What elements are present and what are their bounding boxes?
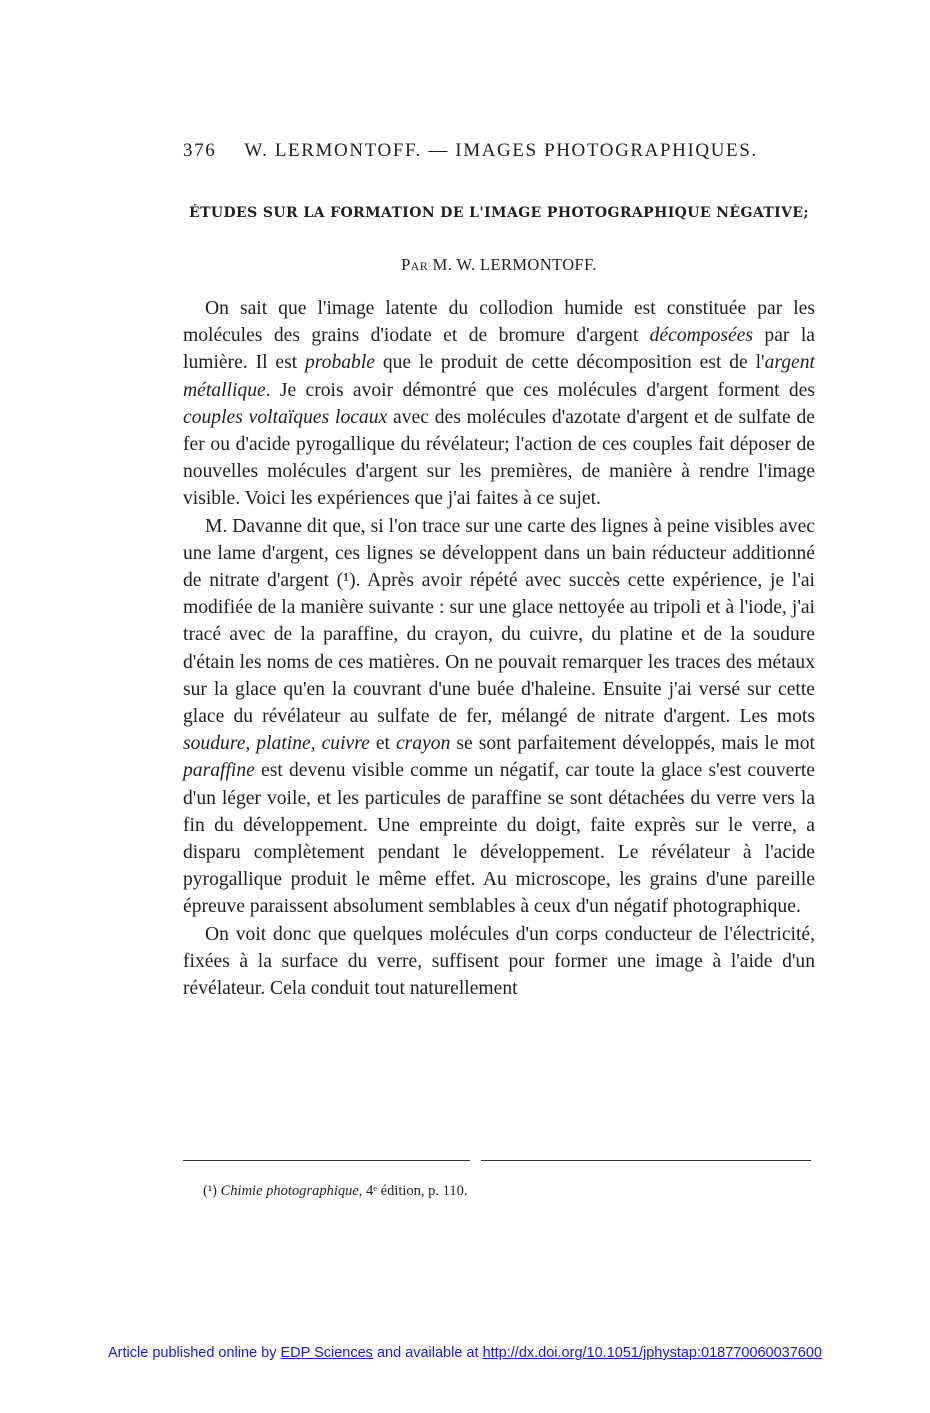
- publication-footer: [0, 1345, 930, 1361]
- body-paragraph-2: [183, 513, 815, 921]
- footer-prefix: Article published online by: [108, 1345, 281, 1361]
- article-byline: [183, 255, 815, 275]
- text-run: et: [369, 733, 396, 755]
- text-run: par la lumière. Il est: [183, 325, 815, 374]
- text-run: est devenu visible comme un négatif, car toute la glace s'est couverte d'un léger voile, et les particules de paraffine se sont détachées du verre vers la fin du développement. Une empreinte du doigt, faite exprès sur le verre, a disparu complètement pendant le développement. Le révélateur à l'acide pyrogallique produit le même effet. Au microscope, les grains d'une pareille épreuve paraissent absolument semblables à ceux d'un négatif photographique.: [183, 760, 815, 918]
- running-title: W. LERMONTOFF. — IMAGES PHOTOGRAPHIQUES.: [244, 140, 758, 161]
- text-run: que le produit de cette décomposition est de l': [375, 352, 765, 374]
- footnote-source: Chimie photographique,: [220, 1183, 363, 1199]
- italic-text-run: soudure, platine, cuivre: [183, 733, 370, 755]
- italic-text-run: couples voltaïques locaux: [183, 406, 388, 428]
- text-run: On voit donc que quelques molécules d'un corps conducteur de l'électricité, fixées à la surface du verre, suffisent pour former une image à l'aide d'un révélateur. Cela conduit tout naturellement: [183, 923, 815, 1000]
- publisher-link[interactable]: EDP Sciences: [280, 1345, 373, 1361]
- article-title: ÉTUDES SUR LA FORMATION DE L'IMAGE PHOTOGRAPHIQUE NÉGATIVE;: [189, 205, 809, 221]
- footnote-edition: 4ᵉ édition, p. 110.: [366, 1183, 468, 1199]
- footnote-separator-left: [183, 1160, 470, 1161]
- italic-text-run: crayon: [395, 733, 451, 755]
- text-run: M. Davanne dit que, si l'on trace sur une carte des lignes à peine visibles avec une lame d'argent, ces lignes se développent dans un bain réducteur additionné de nitrate d'argent (¹). Après avoir répété avec succès cette expérience, je l'ai modifiée de la manière suivante : sur une glace nettoyée au tripoli et à l'iode, j'ai tracé avec de la paraffine, du crayon, du cuivre, du platine et de la soudure d'étain les noms de ces matières. On ne pouvait remarquer les traces des métaux sur la glace qu'en la couvrant d'une buée d'haleine. Ensuite j'ai versé sur cette glace du révélateur au sulfate de fer, mélangé de nitrate d'argent. Les mots: [183, 515, 815, 728]
- article-body: [183, 295, 815, 1002]
- text-run: On sait que l'image latente du collodion humide est constituée par les molécules des grains d'iodate et de bromure d'argent: [183, 298, 815, 347]
- footnote-marker: (¹): [203, 1183, 218, 1199]
- byline-author: M. W. LERMONTOFF.: [432, 255, 597, 274]
- body-paragraph-3: [183, 921, 815, 1003]
- footnote-separator-right: [481, 1160, 811, 1161]
- text-run: se sont parfaitement développés, mais le mot: [450, 733, 815, 755]
- byline-prefix: Par: [401, 255, 429, 274]
- text-run: . Je crois avoir démontré que ces molécules d'argent forment des: [265, 379, 815, 401]
- body-paragraph-1: [183, 295, 815, 513]
- italic-text-run: décomposées: [649, 325, 754, 347]
- text-run: avec des molécules d'azotate d'argent et de sulfate de fer ou d'acide pyrogallique du révélateur; l'action de ces couples fait déposer de nouvelles molécules d'argent sur les premières, de manière à rendre l'image visible. Voici les expériences que j'ai faites à ce sujet.: [183, 406, 815, 510]
- footnote: [203, 1183, 468, 1200]
- italic-text-run: probable: [304, 352, 375, 374]
- footer-middle: and available at: [372, 1345, 483, 1361]
- italic-text-run: argent métallique: [183, 352, 815, 401]
- doi-link[interactable]: http://dx.doi.org/10.1051/jphystap:018770060037600: [482, 1345, 822, 1361]
- running-header: [183, 140, 823, 162]
- page-number: 376: [183, 140, 217, 161]
- italic-text-run: paraffine: [183, 760, 255, 782]
